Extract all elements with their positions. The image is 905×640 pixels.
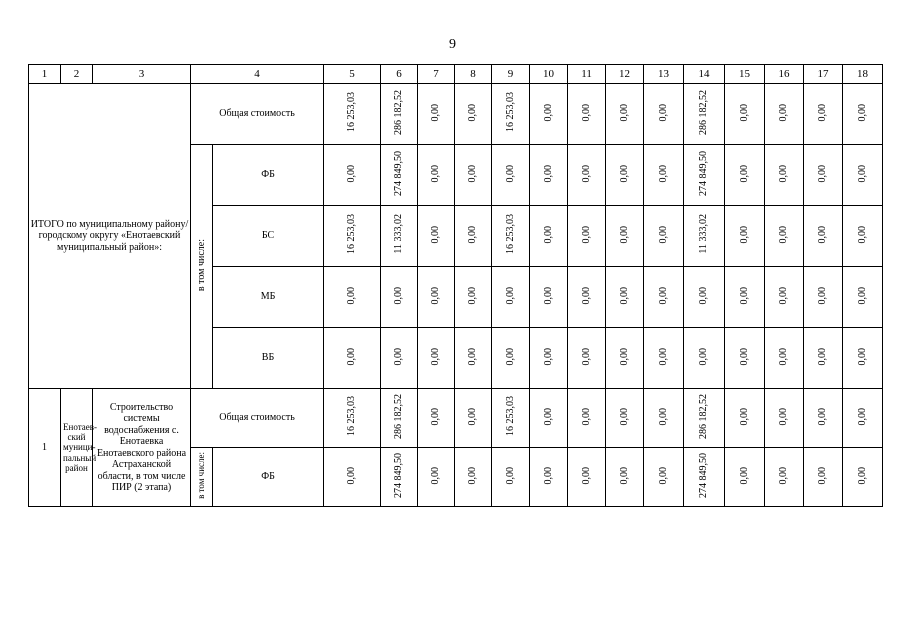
budget-table: [28, 64, 883, 507]
value-cell: 0,00: [568, 328, 606, 389]
value-cell: 0,00: [843, 389, 883, 448]
value-cell: 0,00: [418, 206, 455, 267]
value-cell: 274 849,50: [381, 145, 418, 206]
column-header: 18: [843, 65, 883, 84]
value-cell: 0,00: [530, 84, 568, 145]
item-row-total: [29, 389, 883, 448]
value-cell: 0,00: [765, 267, 804, 328]
value-cell: 0,00: [765, 206, 804, 267]
column-header: 2: [61, 65, 93, 84]
value-cell: 0,00: [455, 84, 492, 145]
column-header: 17: [804, 65, 843, 84]
label-fb: ФБ: [213, 448, 324, 507]
value-cell: 0,00: [568, 448, 606, 507]
label-fb: ФБ: [213, 145, 324, 206]
value-cell: 0,00: [568, 145, 606, 206]
value-cell: 0,00: [418, 328, 455, 389]
value-cell: 0,00: [418, 267, 455, 328]
column-header: 5: [324, 65, 381, 84]
label-vb: ВБ: [213, 328, 324, 389]
value-cell: 0,00: [568, 389, 606, 448]
column-header: 12: [606, 65, 644, 84]
value-cell: 16 253,03: [324, 206, 381, 267]
value-cell: 0,00: [530, 145, 568, 206]
value-cell: 0,00: [606, 206, 644, 267]
value-cell: 0,00: [765, 145, 804, 206]
value-cell: 0,00: [765, 448, 804, 507]
value-cell: 0,00: [843, 448, 883, 507]
value-cell: 0,00: [725, 84, 765, 145]
summary-row-total: [29, 84, 883, 145]
item-number: 1: [29, 389, 61, 507]
value-cell: 0,00: [606, 267, 644, 328]
value-cell: 0,00: [644, 448, 684, 507]
value-cell: 0,00: [418, 84, 455, 145]
page-number: 9: [449, 37, 456, 52]
column-header: 1: [29, 65, 61, 84]
column-header: 7: [418, 65, 455, 84]
value-cell: 0,00: [530, 206, 568, 267]
column-header: 6: [381, 65, 418, 84]
value-cell: 0,00: [492, 145, 530, 206]
label-bs: БС: [213, 206, 324, 267]
column-header: 8: [455, 65, 492, 84]
value-cell: 16 253,03: [492, 206, 530, 267]
value-cell: 0,00: [418, 145, 455, 206]
value-cell: 0,00: [725, 389, 765, 448]
value-cell: 0,00: [843, 206, 883, 267]
column-header: 3: [93, 65, 191, 84]
value-cell: 0,00: [644, 267, 684, 328]
value-cell: 0,00: [843, 267, 883, 328]
value-cell: 0,00: [530, 389, 568, 448]
value-cell: 0,00: [418, 389, 455, 448]
value-cell: 0,00: [381, 328, 418, 389]
value-cell: 0,00: [804, 206, 843, 267]
value-cell: 286 182,52: [381, 84, 418, 145]
value-cell: 16 253,03: [492, 84, 530, 145]
value-cell: 274 849,50: [684, 145, 725, 206]
value-cell: 16 253,03: [492, 389, 530, 448]
value-cell: 16 253,03: [324, 389, 381, 448]
value-cell: 0,00: [568, 267, 606, 328]
value-cell: 0,00: [644, 328, 684, 389]
value-cell: 0,00: [530, 328, 568, 389]
value-cell: 0,00: [725, 448, 765, 507]
value-cell: 0,00: [765, 389, 804, 448]
value-cell: 0,00: [765, 84, 804, 145]
value-cell: 0,00: [843, 328, 883, 389]
value-cell: 0,00: [725, 206, 765, 267]
value-cell: 0,00: [684, 267, 725, 328]
value-cell: 0,00: [804, 328, 843, 389]
value-cell: 0,00: [606, 389, 644, 448]
value-cell: 0,00: [606, 448, 644, 507]
value-cell: 0,00: [644, 206, 684, 267]
value-cell: 0,00: [684, 328, 725, 389]
column-header: 9: [492, 65, 530, 84]
value-cell: 0,00: [530, 448, 568, 507]
value-cell: 0,00: [381, 267, 418, 328]
value-cell: 0,00: [843, 84, 883, 145]
value-cell: 0,00: [804, 145, 843, 206]
column-header: 11: [568, 65, 606, 84]
value-cell: 0,00: [455, 389, 492, 448]
value-cell: 0,00: [644, 84, 684, 145]
value-cell: 0,00: [492, 267, 530, 328]
value-cell: 0,00: [455, 267, 492, 328]
column-header: 4: [191, 65, 324, 84]
value-cell: 0,00: [644, 145, 684, 206]
value-cell: 0,00: [804, 267, 843, 328]
value-cell: 0,00: [455, 328, 492, 389]
value-cell: 0,00: [606, 84, 644, 145]
value-cell: 0,00: [725, 267, 765, 328]
value-cell: 0,00: [606, 145, 644, 206]
label-total-cost: Общая стоимость: [191, 84, 324, 145]
value-cell: 0,00: [530, 267, 568, 328]
value-cell: 11 333,02: [381, 206, 418, 267]
value-cell: 286 182,52: [684, 389, 725, 448]
value-cell: 0,00: [492, 448, 530, 507]
value-cell: 0,00: [324, 448, 381, 507]
value-cell: 0,00: [606, 328, 644, 389]
value-cell: 0,00: [455, 145, 492, 206]
value-cell: 0,00: [418, 448, 455, 507]
column-header-row: [29, 65, 883, 84]
value-cell: 0,00: [324, 267, 381, 328]
value-cell: 0,00: [725, 145, 765, 206]
label-mb: МБ: [213, 267, 324, 328]
value-cell: 0,00: [644, 389, 684, 448]
column-header: 14: [684, 65, 725, 84]
value-cell: 11 333,02: [684, 206, 725, 267]
value-cell: 286 182,52: [684, 84, 725, 145]
value-cell: 286 182,52: [381, 389, 418, 448]
value-cell: 0,00: [492, 328, 530, 389]
label-total-cost: Общая стоимость: [191, 389, 324, 448]
value-cell: 0,00: [843, 145, 883, 206]
item-project: Строительство системы водоснабжения с. Енотаевка Енотаевского района Астраханской области, в том числе ПИР (2 этапа): [93, 389, 191, 507]
value-cell: 16 253,03: [324, 84, 381, 145]
item-district: Енотаев-ский муници-пальный район: [61, 389, 93, 507]
value-cell: 0,00: [324, 328, 381, 389]
column-header: 15: [725, 65, 765, 84]
in-total-label: в том числе:: [191, 448, 213, 507]
value-cell: 0,00: [324, 145, 381, 206]
value-cell: 0,00: [804, 84, 843, 145]
value-cell: 0,00: [455, 206, 492, 267]
value-cell: 0,00: [455, 448, 492, 507]
column-header: 13: [644, 65, 684, 84]
value-cell: 274 849,50: [381, 448, 418, 507]
value-cell: 0,00: [804, 389, 843, 448]
summary-title: ИТОГО по муниципальному району/городскому округу «Енотаевский муниципальный район»:: [29, 84, 191, 389]
value-cell: 0,00: [568, 206, 606, 267]
value-cell: 0,00: [804, 448, 843, 507]
column-header: 10: [530, 65, 568, 84]
value-cell: 0,00: [725, 328, 765, 389]
value-cell: 0,00: [568, 84, 606, 145]
value-cell: 274 849,50: [684, 448, 725, 507]
in-total-label: в том числе:: [191, 145, 213, 389]
value-cell: 0,00: [765, 328, 804, 389]
column-header: 16: [765, 65, 804, 84]
